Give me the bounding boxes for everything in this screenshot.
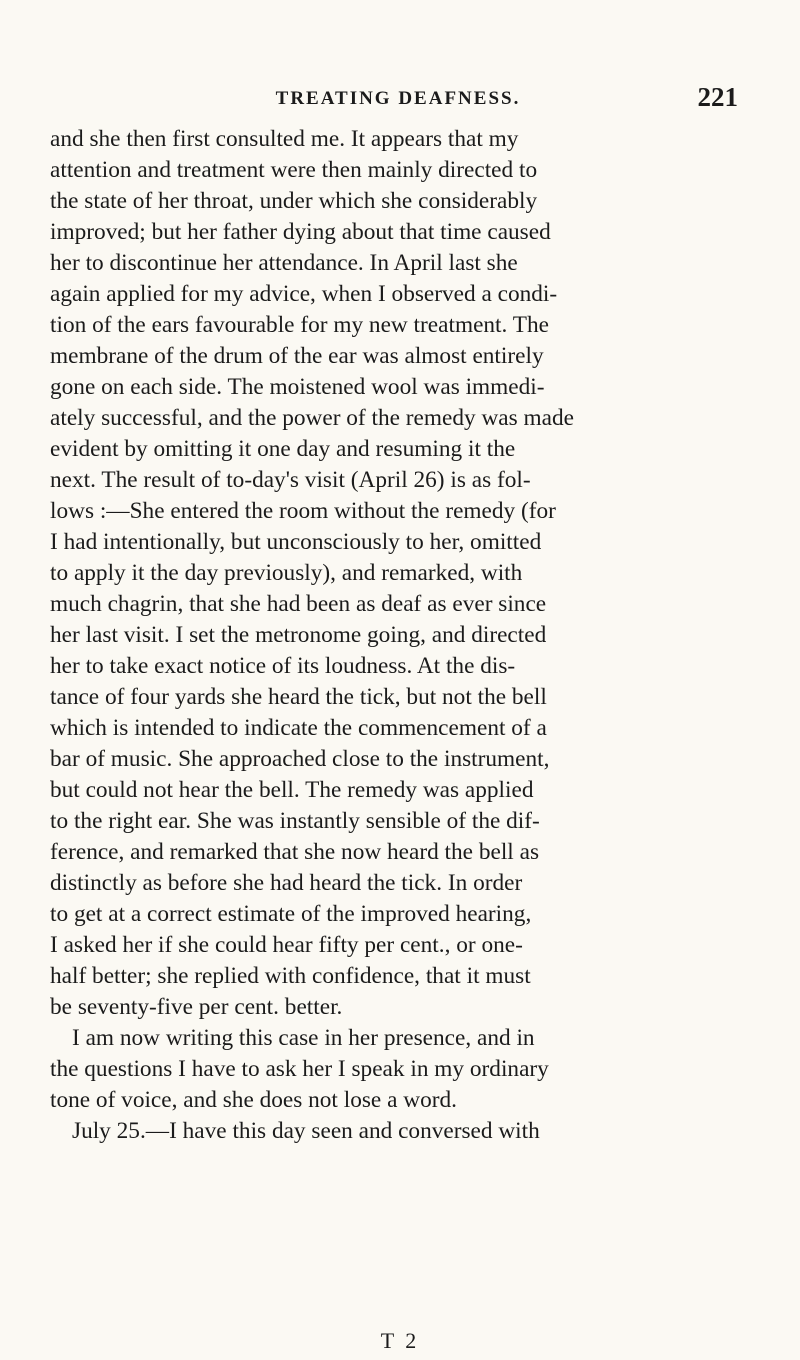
text-line: next. The result of to-day's visit (April 26) is as fol- bbox=[50, 467, 531, 493]
text-line: I am now writing this case in her presence, and in bbox=[72, 1025, 535, 1051]
text-line: and she then first consulted me. It appears that my bbox=[50, 126, 519, 152]
text-line: attention and treatment were then mainly directed to bbox=[50, 157, 538, 183]
text-line: membrane of the drum of the ear was almost entirely bbox=[50, 343, 544, 369]
text-line: improved; but her father dying about that time caused bbox=[50, 219, 551, 245]
text-line: evident by omitting it one day and resuming it the bbox=[50, 436, 516, 462]
text-line: ately successful, and the power of the remedy was made bbox=[50, 405, 574, 431]
signature-mark: T 2 bbox=[380, 1328, 420, 1353]
text-line: the questions I have to ask her I speak in my ordinary bbox=[50, 1056, 549, 1082]
text-line: her to discontinue her attendance. In April last she bbox=[50, 250, 518, 276]
text-line: I asked her if she could hear fifty per cent., or one- bbox=[50, 932, 523, 958]
running-title: TREATING DEAFNESS. bbox=[275, 88, 521, 109]
text-line: tone of voice, and she does not lose a word. bbox=[50, 1087, 457, 1113]
text-line: tance of four yards she heard the tick, but not the bell bbox=[50, 684, 547, 710]
text-line: gone on each side. The moistened wool was immedi- bbox=[50, 374, 545, 400]
text-line: I had intentionally, but unconsciously to her, omitted bbox=[50, 529, 542, 555]
text-line: July 25.—I have this day seen and conversed with bbox=[72, 1118, 540, 1144]
text-line: distinctly as before she had heard the tick. In order bbox=[50, 870, 523, 896]
text-line: ference, and remarked that she now heard the bell as bbox=[50, 839, 540, 865]
text-line: be seventy-five per cent. better. bbox=[50, 994, 343, 1020]
text-line: the state of her throat, under which she considerably bbox=[50, 188, 538, 214]
text-line: her last visit. I set the metronome going, and directed bbox=[50, 622, 547, 648]
text-line: tion of the ears favourable for my new treatment. The bbox=[50, 312, 549, 338]
text-line: which is intended to indicate the commencement of a bbox=[50, 715, 547, 741]
text-line: to the right ear. She was instantly sensible of the dif- bbox=[50, 808, 540, 834]
text-line: but could not hear the bell. The remedy was applied bbox=[50, 777, 534, 803]
text-line: half better; she replied with confidence, that it must bbox=[50, 963, 531, 989]
body-text bbox=[50, 124, 742, 1147]
text-line: again applied for my advice, when I observed a condi- bbox=[50, 281, 558, 307]
text-line: lows :—She entered the room without the remedy (for bbox=[50, 498, 556, 524]
page-number: 221 bbox=[697, 82, 738, 112]
text-line: her to take exact notice of its loudness. At the dis- bbox=[50, 653, 516, 679]
text-line: to get at a correct estimate of the improved hearing, bbox=[50, 901, 532, 927]
text-line: to apply it the day previously), and remarked, with bbox=[50, 560, 523, 586]
text-line: much chagrin, that she had been as deaf as ever since bbox=[50, 591, 547, 617]
text-line: bar of music. She approached close to the instrument, bbox=[50, 746, 550, 772]
running-header bbox=[58, 80, 738, 120]
